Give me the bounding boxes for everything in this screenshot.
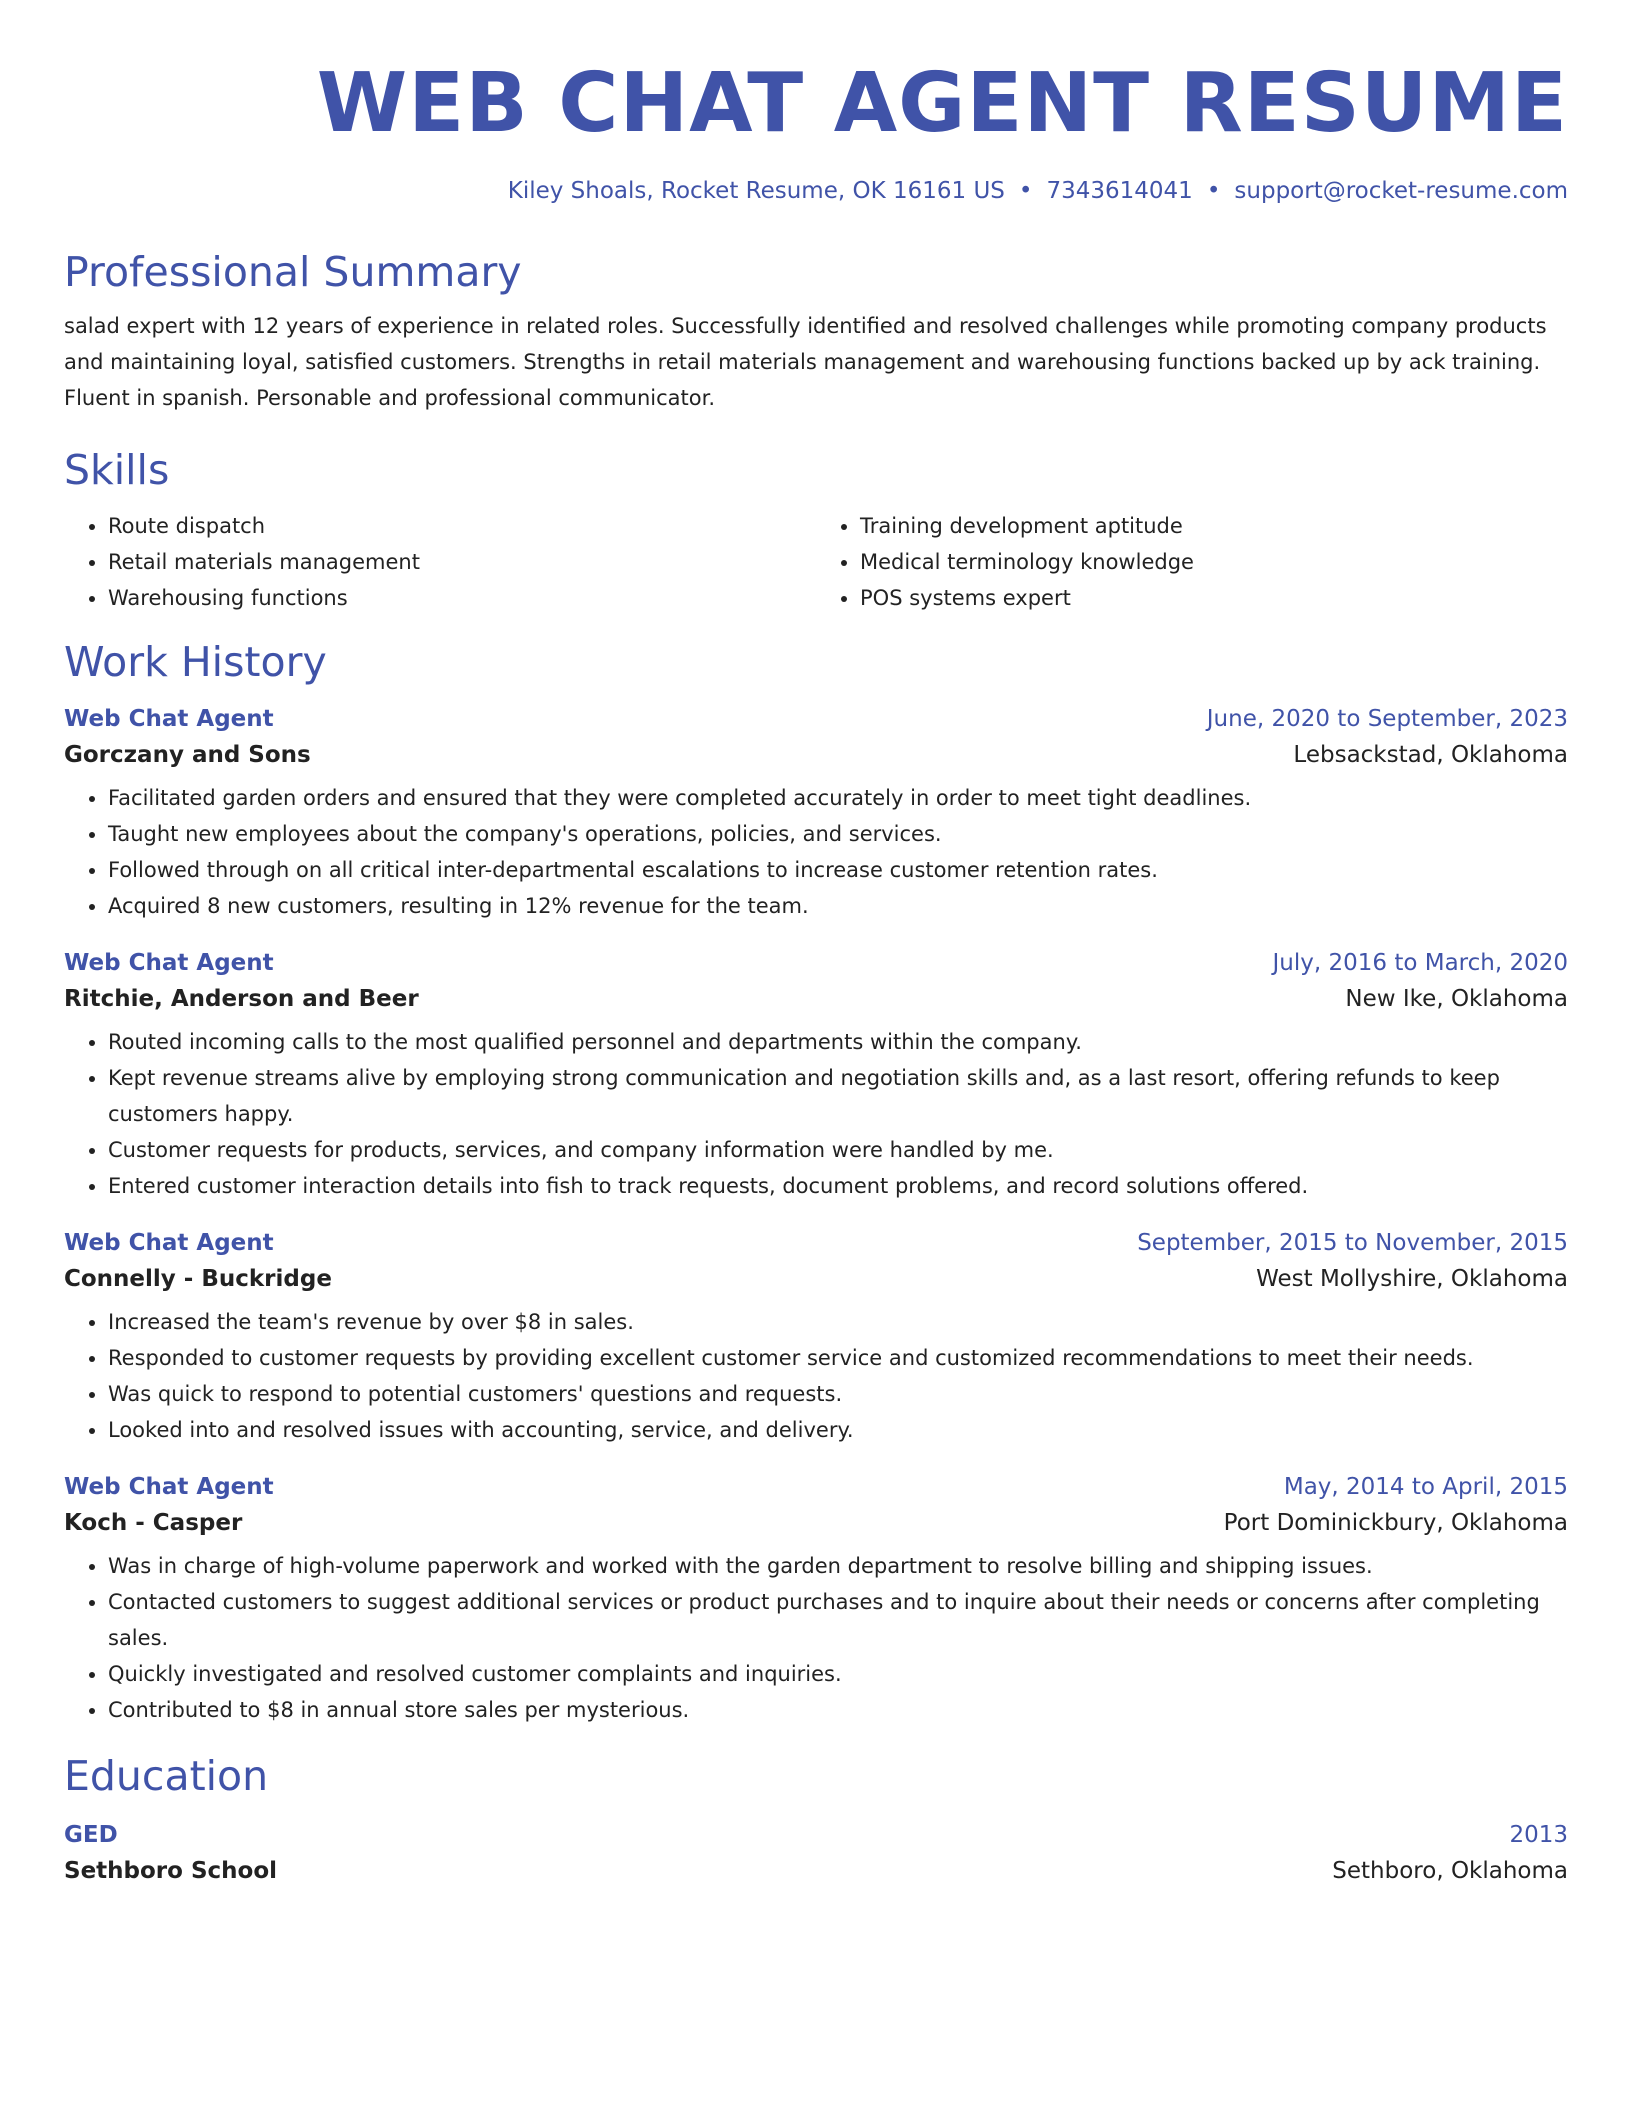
education-institution <box>64 1858 1568 1884</box>
job-title: Web Chat Agent <box>64 1474 274 1500</box>
job-bullet: • Entered customer interaction details into fish to track requests, document problems, and record solutions offered. <box>108 1168 1568 1204</box>
skill-item: • POS systems expert <box>860 580 1568 616</box>
skill-item: • Warehousing functions <box>108 580 816 616</box>
job-title: Web Chat Agent <box>64 706 274 732</box>
job-bullet: • Contacted customers to suggest additional services or product purchases and to inquire about their needs or concerns after completing sales. <box>108 1584 1568 1656</box>
job-bullet: • Followed through on all critical inter-departmental escalations to increase customer retention rates. <box>108 852 1568 888</box>
work-history-heading: Work History <box>64 638 327 686</box>
job-location: West Mollyshire, Oklahoma <box>1256 1266 1568 1292</box>
job-entry <box>64 950 1568 1204</box>
contact-separator: • <box>1206 178 1221 204</box>
job-bullet: • Facilitated garden orders and ensured that they were completed accurately in order to meet tight deadlines. <box>108 780 1568 816</box>
summary-heading: Professional Summary <box>64 248 522 296</box>
job-dates: July, 2016 to March, 2020 <box>1272 950 1568 976</box>
education-header <box>64 1822 1568 1848</box>
skills-list <box>64 508 1568 616</box>
job-bullets <box>64 780 1568 924</box>
job-bullet: • Quickly investigated and resolved customer complaints and inquiries. <box>108 1656 1568 1692</box>
job-bullet: • Routed incoming calls to the most qualified personnel and departments within the company. <box>108 1024 1568 1060</box>
job-employer <box>64 986 1568 1012</box>
education-school: Sethboro School <box>64 1858 278 1884</box>
skill-item: • Training development aptitude <box>860 508 1568 544</box>
skill-item: • Route dispatch <box>108 508 816 544</box>
job-header <box>64 1230 1568 1256</box>
job-dates: May, 2014 to April, 2015 <box>1283 1474 1568 1500</box>
job-title: Web Chat Agent <box>64 950 274 976</box>
education-heading: Education <box>64 1752 269 1800</box>
job-location: New Ike, Oklahoma <box>1345 986 1568 1012</box>
job-bullet: • Acquired 8 new customers, resulting in 12% revenue for the team. <box>108 888 1568 924</box>
job-bullet: • Kept revenue streams alive by employing strong communication and negotiation skills and, as a last resort, offering refunds to keep customers happy. <box>108 1060 1568 1132</box>
education-year: 2013 <box>1509 1822 1568 1848</box>
job-employer <box>64 1266 1568 1292</box>
job-bullet: • Customer requests for products, services, and company information were handled by me. <box>108 1132 1568 1168</box>
job-header <box>64 706 1568 732</box>
job-header <box>64 950 1568 976</box>
job-bullet: • Taught new employees about the company's operations, policies, and services. <box>108 816 1568 852</box>
skills-heading: Skills <box>64 446 170 494</box>
skills-column-right <box>816 508 1568 616</box>
job-entry <box>64 1474 1568 1728</box>
job-employer <box>64 1510 1568 1536</box>
skill-item: • Retail materials management <box>108 544 816 580</box>
contact-email[interactable]: support@rocket-resume.com <box>1234 178 1568 204</box>
job-bullet: • Was in charge of high-volume paperwork and worked with the garden department to resolve billing and shipping issues. <box>108 1548 1568 1584</box>
job-bullets <box>64 1304 1568 1448</box>
job-dates: September, 2015 to November, 2015 <box>1137 1230 1568 1256</box>
job-title: Web Chat Agent <box>64 1230 274 1256</box>
job-bullet: • Responded to customer requests by providing excellent customer service and customized recommendations to meet their needs. <box>108 1340 1568 1376</box>
job-location: Port Dominickbury, Oklahoma <box>1223 1510 1568 1536</box>
education-entry <box>64 1822 1568 1884</box>
job-company: Connelly - Buckridge <box>64 1266 332 1292</box>
job-company: Ritchie, Anderson and Beer <box>64 986 419 1012</box>
job-bullet: • Increased the team's revenue by over $8 in sales. <box>108 1304 1568 1340</box>
job-dates: June, 2020 to September, 2023 <box>1206 706 1568 732</box>
job-entry <box>64 1230 1568 1448</box>
job-entry <box>64 706 1568 924</box>
job-location: Lebsackstad, Oklahoma <box>1293 742 1568 768</box>
skills-column-left <box>64 508 816 616</box>
contact-separator: • <box>1018 178 1033 204</box>
job-company: Gorczany and Sons <box>64 742 311 768</box>
job-bullets <box>64 1024 1568 1204</box>
job-bullet: • Was quick to respond to potential customers' questions and requests. <box>108 1376 1568 1412</box>
contact-phone: 7343614041 <box>1046 178 1193 204</box>
contact-address: Kiley Shoals, Rocket Resume, OK 16161 US <box>507 178 1005 204</box>
job-header <box>64 1474 1568 1500</box>
job-bullet: • Looked into and resolved issues with accounting, service, and delivery. <box>108 1412 1568 1448</box>
skill-item: • Medical terminology knowledge <box>860 544 1568 580</box>
resume-title: WEB CHAT AGENT RESUME <box>316 56 1568 151</box>
job-company: Koch - Casper <box>64 1510 243 1536</box>
education-degree: GED <box>64 1822 118 1848</box>
job-bullet: • Contributed to $8 in annual store sales per mysterious. <box>108 1692 1568 1728</box>
contact-line <box>64 178 1568 204</box>
education-location: Sethboro, Oklahoma <box>1332 1858 1568 1884</box>
summary-text: salad expert with 12 years of experience in related roles. Successfully identified and resolved challenges while promoting company products and maintaining loyal, satisfied customers. Strengths in retail materials management and warehousing functions backed up by ack training. Fluent in spanish. Personable and professional communicator. <box>64 314 1547 410</box>
job-bullets <box>64 1548 1568 1728</box>
job-employer <box>64 742 1568 768</box>
